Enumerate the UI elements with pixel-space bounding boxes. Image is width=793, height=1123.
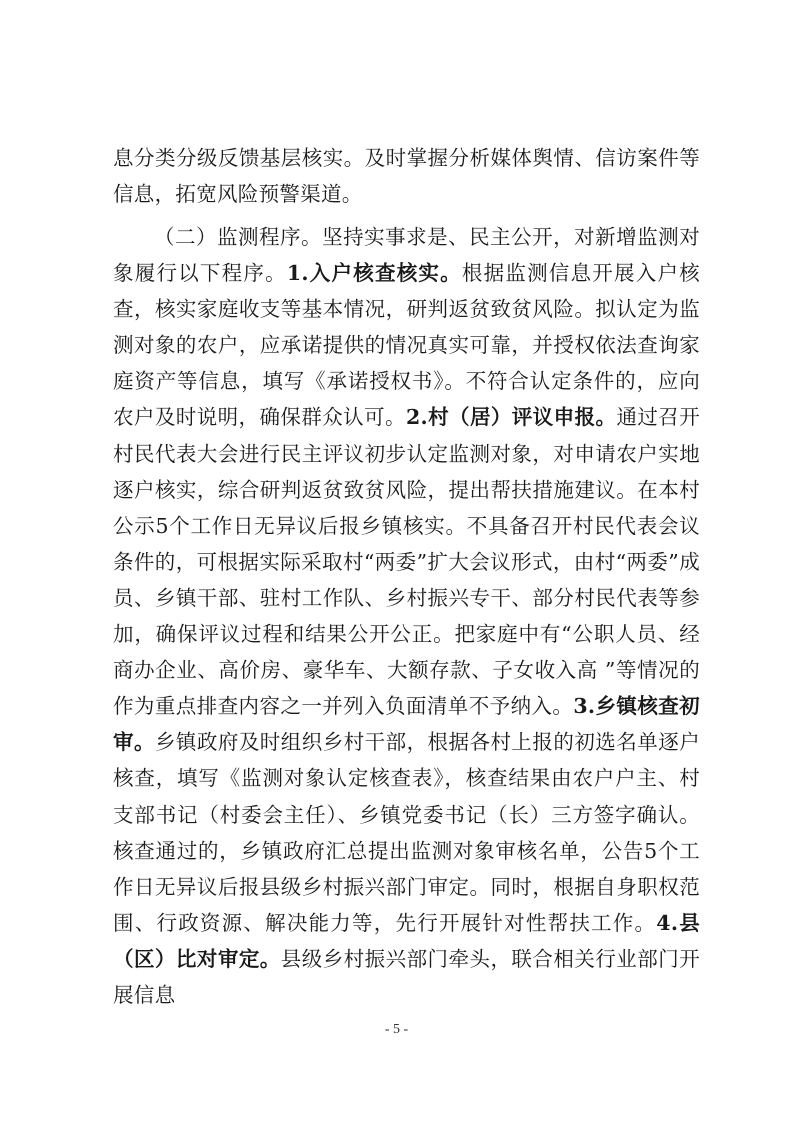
section-heading: （二）监测程序。 (154, 225, 323, 249)
step3-body: 乡镇政府及时组织乡村干部，根据各村上报的初选名单逐户核查，填写《监测对象认定核查表》，核查结果由农户户主、村支部书记（村委会主任）、乡镇党委书记（长）三方签字确认。核查通过的，乡镇政府汇总提出监测对象审核名单，公告5个工作日无异议后报县级乡村振兴部门审定。同时，根据自身职权范围、行政资源、解决能力等，先行开展针对性帮扶工作。 (113, 730, 700, 935)
monitoring-procedure-paragraph (113, 219, 700, 1013)
page-number: - 5 - (384, 1022, 409, 1037)
step2-body: 通过召开村民代表大会进行民主评议初步认定监测对象，对申请农户实地逐户核实，综合研判返贫致贫风险，提出帮扶措施建议。在本村公示5个工作日无异议后报乡镇核实。不具备召开村民代表会议条件的，可根据实际采取村“两委”扩大会议形式，由村“两委”成员、乡镇干部、驻村工作队、乡村振兴专干、部分村民代表等参加，确保评议过程和结果公开公正。把家庭中有“公职人员、经商办企业、高价房、豪华车、大额存款、子女收入高 ”等情况的作为重点排查内容之一并列入负面清单不予纳入。 (113, 405, 701, 719)
section-intro: 坚持实事求是、民主公开，对新增监测对象履行以下程序。 (113, 225, 700, 286)
continuation-paragraph (113, 140, 700, 212)
step4-body: 县级乡村振兴部门牵头，联合相关行业部门开展信息 (113, 946, 700, 1007)
step2-title: 2.村（居）评议申报。 (405, 405, 617, 430)
step1-title: 1.入户核查核实。 (286, 261, 462, 286)
step3-title: 3.乡镇核查初审。 (113, 694, 700, 755)
continuation-text: 息分类分级反馈基层核实。及时掌握分析媒体舆情、信访案件等信息，拓宽风险预警渠道。 (113, 146, 700, 207)
step4-title: 4.县（区）比对审定。 (113, 910, 700, 971)
step1-body: 根据监测信息开展入户核查，核实家庭收支等基本情况，研判返贫致贫风险。拟认定为监测对象的农户，应承诺提供的情况真实可靠，并授权依法查询家庭资产等信息，填写《承诺授权书》。不符合认定条件的，应向农户及时说明，确保群众认可。 (113, 261, 700, 430)
procedure-paragraph-text (113, 219, 700, 1013)
